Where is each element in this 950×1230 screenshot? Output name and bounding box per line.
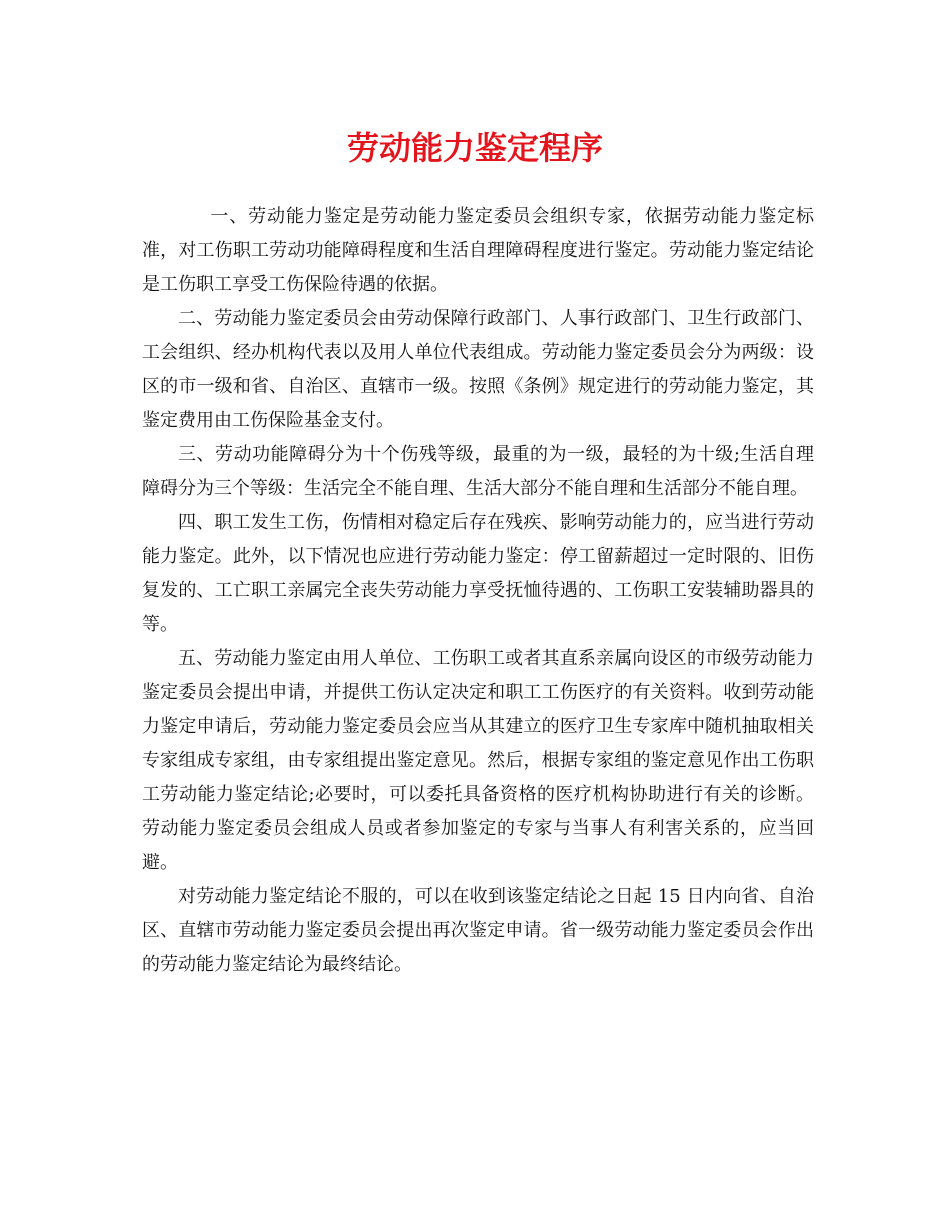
paragraph-2: 二、劳动能力鉴定委员会由劳动保障行政部门、人事行政部门、卫生行政部门、工会组织、经办机构代表以及用人单位代表组成。劳动能力鉴定委员会分为两级：设区的市一级和省、自治区、直辖市一级。按照《条例》规定进行的劳动能力鉴定，其鉴定费用由工伤保险基金支付。	[142, 308, 814, 431]
paragraph-4: 四、职工发生工伤，伤情相对稳定后存在残疾、影响劳动能力的，应当进行劳动能力鉴定。此外，以下情况也应进行劳动能力鉴定：停工留薪超过一定时限的、旧伤复发的、工亡职工亲属完全丧失劳动能力享受抚恤待遇的、工伤职工安装辅助器具的等。	[142, 512, 814, 635]
paragraph-5: 五、劳动能力鉴定由用人单位、工伤职工或者其直系亲属向设区的市级劳动能力鉴定委员会提出申请，并提供工伤认定决定和职工工伤医疗的有关资料。收到劳动能力鉴定申请后，劳动能力鉴定委员会应当从其建立的医疗卫生专家库中随机抽取相关专家组成专家组，由专家组提出鉴定意见。然后，根据专家组的鉴定意见作出工伤职工劳动能力鉴定结论;必要时，可以委托具备资格的医疗机构协助进行有关的诊断。劳动能力鉴定委员会组成人员或者参加鉴定的专家与当事人有利害关系的，应当回避。	[142, 648, 814, 873]
document-body	[142, 200, 814, 982]
document-title: 劳动能力鉴定程序	[346, 129, 603, 167]
paragraph-1: 一、劳动能力鉴定是劳动能力鉴定委员会组织专家，依据劳动能力鉴定标准，对工伤职工劳动功能障碍程度和生活自理障碍程度进行鉴定。劳动能力鉴定结论是工伤职工享受工伤保险待遇的依据。	[142, 206, 814, 295]
paragraph-6: 对劳动能力鉴定结论不服的，可以在收到该鉴定结论之日起 15 日内向省、自治区、直辖市劳动能力鉴定委员会提出再次鉴定申请。省一级劳动能力鉴定委员会作出的劳动能力鉴定结论为最终结论。	[142, 886, 814, 975]
paragraph-3: 三、劳动功能障碍分为十个伤残等级，最重的为一级，最轻的为十级;生活自理障碍分为三个等级：生活完全不能自理、生活大部分不能自理和生活部分不能自理。	[142, 444, 814, 499]
